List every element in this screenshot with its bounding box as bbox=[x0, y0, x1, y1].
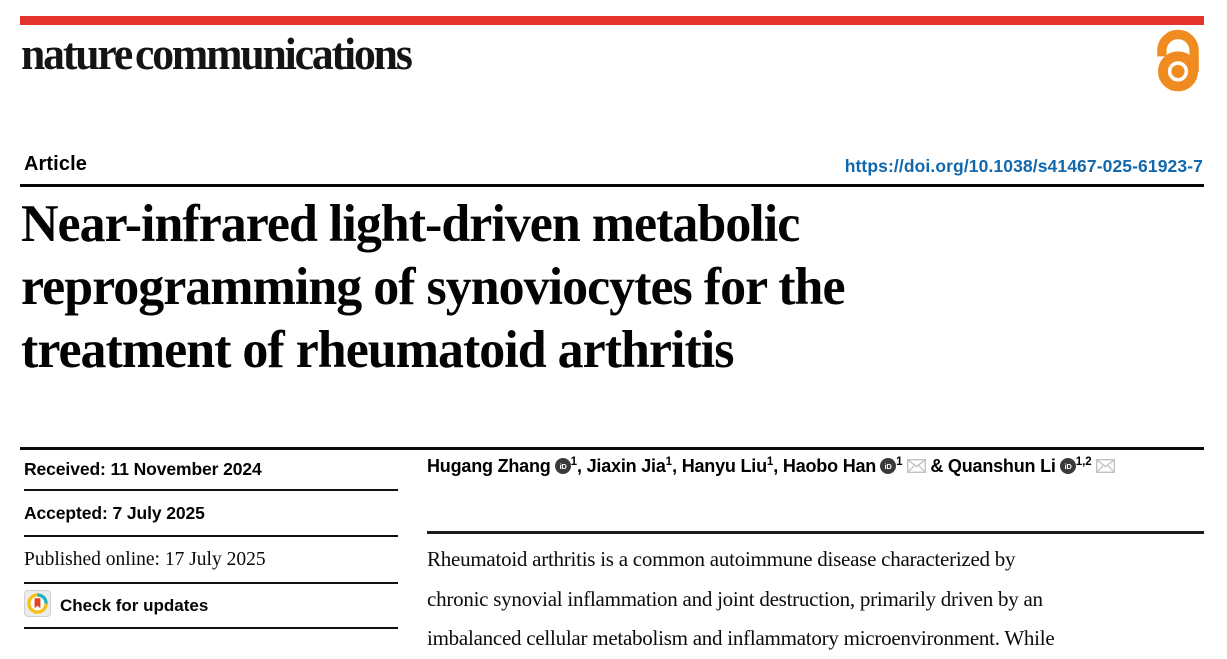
author-separator: , bbox=[773, 456, 783, 476]
abstract-line-1: Rheumatoid arthritis is a common autoimmune disease characterized by bbox=[427, 547, 1016, 571]
check-for-updates-label: Check for updates bbox=[60, 595, 209, 615]
author-affiliation-superscript: 1 bbox=[766, 456, 774, 468]
abstract-divider bbox=[427, 531, 1204, 534]
author-affiliation-superscript: 1 bbox=[570, 456, 577, 468]
title-line-1: Near-infrared light-driven metabolic bbox=[21, 195, 800, 253]
svg-text:iD: iD bbox=[884, 462, 892, 472]
title-line-3: treatment of rheumatoid arthritis bbox=[21, 321, 734, 379]
svg-text:iD: iD bbox=[1064, 462, 1072, 472]
orcid-icon[interactable] bbox=[555, 458, 571, 479]
author-name: Hanyu Liu bbox=[681, 456, 767, 476]
email-icon[interactable] bbox=[1096, 457, 1115, 478]
dates-panel bbox=[24, 450, 398, 629]
author-name: Quanshun Li bbox=[947, 456, 1056, 476]
abstract-line-3: imbalanced cellular metabolism and inflammatory microenvironment. While bbox=[427, 626, 1055, 650]
author-name: Hugang Zhang bbox=[427, 456, 551, 476]
article-type-label: Article bbox=[24, 153, 87, 175]
email-icon[interactable] bbox=[907, 457, 926, 478]
published-row bbox=[24, 537, 398, 584]
doi-link[interactable]: https://doi.org/10.1038/s41467-025-61923-7 bbox=[844, 156, 1203, 176]
abstract-text bbox=[427, 540, 1227, 659]
accepted-row bbox=[24, 491, 398, 537]
author-affiliation-superscript: 1 bbox=[896, 456, 903, 468]
received-row bbox=[24, 450, 398, 491]
author-affiliation-superscript: 1 bbox=[665, 456, 673, 468]
authors-line bbox=[427, 456, 1217, 479]
check-for-updates-button[interactable] bbox=[24, 590, 208, 622]
orcid-icon[interactable] bbox=[880, 458, 896, 479]
journal-logo: nature communications bbox=[21, 29, 411, 79]
header-divider bbox=[20, 184, 1204, 187]
abstract-line-2: chronic synovial inflammation and joint destruction, primarily driven by an bbox=[427, 586, 1043, 611]
article-title bbox=[21, 193, 1119, 382]
published-date: Published online: 17 July 2025 bbox=[24, 548, 266, 570]
check-updates-row bbox=[24, 584, 398, 629]
accepted-date: Accepted: 7 July 2025 bbox=[24, 502, 205, 523]
author-separator: , bbox=[577, 456, 587, 476]
svg-text:iD: iD bbox=[559, 462, 567, 472]
received-date: Received: 11 November 2024 bbox=[24, 459, 262, 479]
author-name: Haobo Han bbox=[782, 456, 877, 476]
crossmark-icon bbox=[24, 590, 51, 622]
author-separator: & bbox=[925, 456, 948, 476]
title-line-2: reprogramming of synoviocytes for the bbox=[21, 258, 845, 316]
masthead-red-bar bbox=[20, 16, 1204, 25]
author-name: Jiaxin Jia bbox=[586, 456, 666, 476]
open-access-icon bbox=[1152, 30, 1204, 97]
orcid-icon[interactable] bbox=[1060, 458, 1076, 479]
author-separator: , bbox=[672, 456, 682, 476]
author-affiliation-superscript: 1,2 bbox=[1075, 456, 1092, 468]
